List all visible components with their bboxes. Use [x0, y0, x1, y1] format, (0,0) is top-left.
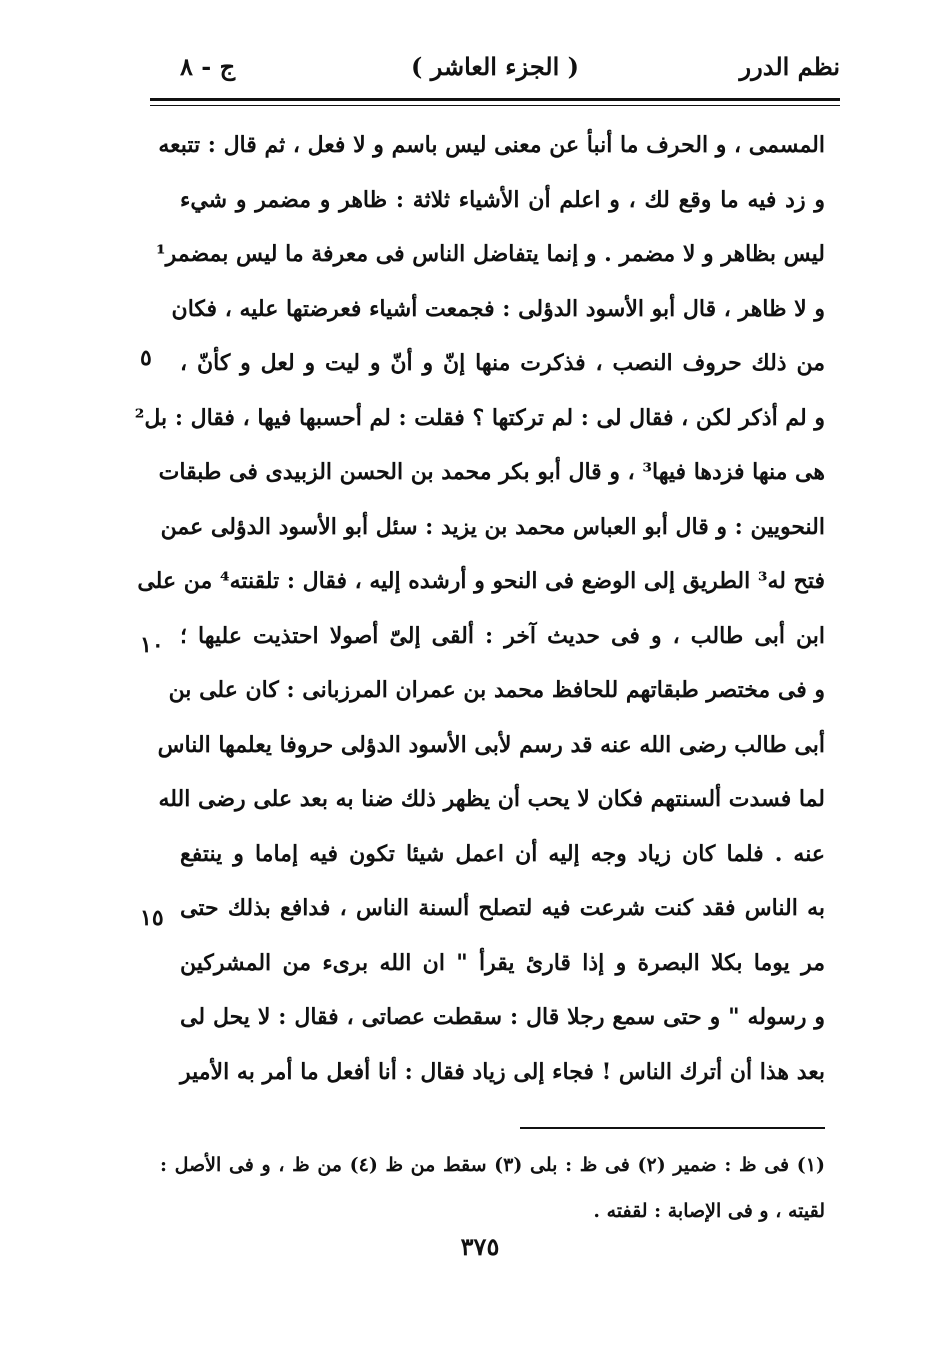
line-number-marker: ١٥: [140, 905, 164, 931]
text-line: ابن أبى طالب ، و فى حديث آخر : ألقى إلىّ أصولا احتذيت عليها ؛: [180, 622, 825, 649]
book-title: نظم الدرر: [739, 52, 840, 81]
line-number-marker: ١٠: [140, 632, 164, 658]
footnote-line: لقيته ، و فى الإصابة : لقفته .: [593, 1200, 825, 1222]
text-line: و لم أذكر لكن ، فقال لى : لم تركتها ؟ فقلت : لم أحسبها فيها ، فقال : بل²: [134, 404, 825, 431]
footnote-line: (١) فى ظ : ضمير (٢) فى ظ : بلى (٣) سقط من ظ (٤) من ظ ، و فى الأصل :: [160, 1154, 825, 1176]
text-line: بعد هذا أن أترك الناس ! فجاء إلى زياد فقال : أنا أفعل ما أمر به الأمير: [180, 1058, 825, 1085]
volume-reference: ج - ٨: [180, 52, 236, 81]
text-line: أبى طالب رضى الله عنه قد رسم لأبى الأسود الدؤلى حروفا يعلمها الناس: [157, 731, 825, 758]
header-rule-thin: [150, 105, 840, 106]
text-line: و زد فيه ما وقع لك ، و اعلم أن الأشياء ثلاثة : ظاهر و مضمر و شيء: [180, 186, 825, 213]
footnote-separator: [520, 1127, 825, 1129]
text-line: فتح له³ الطريق إلى الوضع فى النحو و أرشده إليه ، فقال : تلقنته⁴ من على: [137, 568, 825, 594]
text-line: و رسوله " و حتى سمع رجلا قال : سقطت عصاتى ، فقال : لا يحل لى: [180, 1004, 825, 1030]
line-number-marker: ٥: [140, 345, 152, 371]
page-number: ٣٧٥: [460, 1232, 500, 1261]
text-line: لما فسدت ألسنتهم فكان لا يحب أن يظهر ذلك ضنا به بعد على رضى الله: [158, 786, 825, 812]
part-title: ( الجزء العاشر ): [411, 52, 579, 81]
running-header: [150, 52, 840, 92]
text-line: من ذلك حروف النصب ، فذكرت منها إنّ و أنّ و ليت و لعل و كأنّ ،: [180, 350, 825, 376]
text-line: و فى مختصر طبقاتهم للحافظ محمد بن عمران المرزبانى : كان على بن: [168, 677, 825, 703]
text-line: مر يوما بكلا البصرة و إذا قارئ يقرأ " ان الله برىء من المشركين: [180, 949, 825, 976]
text-line: النحويين : و قال أبو العباس محمد بن يزيد : سئل أبو الأسود الدؤلى عمن: [160, 513, 825, 540]
text-line: ليس بظاهر و لا مضمر . و إنما يتفاضل الناس فى معرفة ما ليس بمضمر¹: [155, 241, 825, 267]
footnotes: [160, 1142, 825, 1234]
text-line: هى منها فزدها فيها³ ، و قال أبو بكر محمد بن الحسن الزبيدى فى طبقات: [158, 459, 825, 485]
text-line: و لا ظاهر ، قال أبو الأسود الدؤلى : فجمعت أشياء فعرضتها عليه ، فكان: [171, 295, 825, 322]
text-line: المسمى ، و الحرف ما أنبأ عن معنى ليس باسم و لا فعل ، ثم قال : تتبعه: [158, 132, 825, 158]
text-line: به الناس فقد كنت شرعت فيه لتصلح ألسنة الناس ، فدافع بذلك حتى: [180, 895, 825, 921]
header-rule-thick: [150, 98, 840, 101]
text-line: عنه . فلما كان زياد وجه إليه أن اعمل شيئا تكون فيه إماما و ينتفع: [180, 840, 825, 867]
